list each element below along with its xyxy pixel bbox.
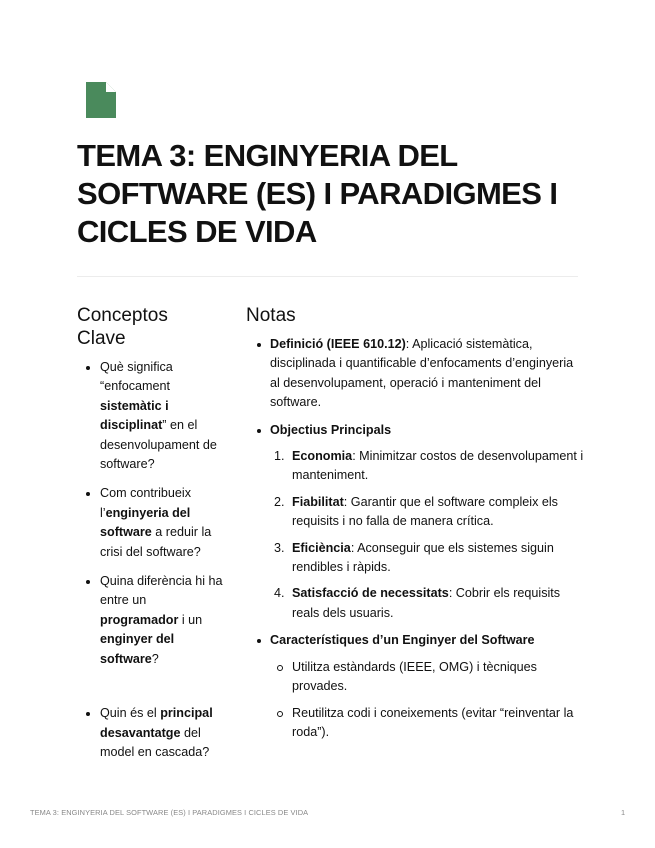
objectives-label: Objectius Principals <box>270 422 392 437</box>
question-text: Quina diferència hi ha entre un <box>100 574 223 608</box>
title-divider <box>77 276 578 277</box>
question-text: del model en cascada? <box>100 725 210 759</box>
question-text: ? <box>151 651 159 666</box>
question-text: ” en el desenvolupament de software? <box>100 418 217 472</box>
objective-number: 4. <box>274 586 285 601</box>
objective-label: Fiabilitat <box>292 494 344 509</box>
objective-label: Economia <box>292 449 353 464</box>
notes-section <box>250 335 585 750</box>
question-item <box>80 572 225 669</box>
question-bold-text: enginyeria del software <box>100 505 191 540</box>
objective-text: : Garantir que el software compleix els requisits i no falla de manera crítica. <box>292 494 558 529</box>
definition-text: : Aplicació sistemàtica, disciplinada i quantificable d’enfocaments d’enginyeria al desenvolupament, operació i manteniment del software. <box>270 337 574 410</box>
question-bold-text: sistemàtic i disciplinat <box>100 398 169 433</box>
objective-number: 2. <box>274 494 285 509</box>
question-text: Què significa “enfocament <box>100 360 173 394</box>
objective-number: 1. <box>274 449 285 464</box>
key-questions-list <box>80 358 225 772</box>
objective-label: Satisfacció de necessitats <box>292 586 449 601</box>
objective-text: : Cobrir els requisits reals dels usuaris. <box>292 586 561 620</box>
footer-page-number: 1 <box>621 808 626 817</box>
page-title: TEMA 3: ENGINYERIA DEL SOFTWARE (ES) I PARADIGMES I CICLES DE VIDA <box>77 138 558 249</box>
definition-label: Definició (IEEE 610.12) <box>270 337 406 351</box>
question-item <box>80 484 225 562</box>
question-text: Quin és el <box>100 706 161 721</box>
question-bold-text: programador <box>100 612 179 627</box>
question-item <box>80 358 225 474</box>
question-text: i un <box>178 612 203 627</box>
question-text: a reduir la crisi del software? <box>100 525 212 559</box>
objective-item <box>270 584 585 623</box>
question-bold-text: principal desavantatge <box>100 706 213 740</box>
characteristics-list <box>270 658 585 743</box>
key-concepts-heading: Conceptos Clave <box>77 305 168 349</box>
objective-item <box>270 493 585 532</box>
document-icon <box>86 82 116 118</box>
objectives-item <box>250 421 585 624</box>
objective-text: : Aconseguir que els sistemes siguin rendibles i ràpids. <box>292 540 554 575</box>
characteristic-item: Utilitza estàndards (IEEE, OMG) i tècniques provades. <box>270 658 585 697</box>
question-text: Com contribueix l’ <box>100 486 191 520</box>
objective-label: Eficiència <box>292 540 351 555</box>
footer-title: TEMA 3: ENGINYERIA DEL SOFTWARE (ES) I PARADIGMES I CICLES DE VIDA <box>30 808 309 817</box>
characteristic-item: Reutilitza codi i coneixements (evitar “reinventar la roda”). <box>270 704 585 743</box>
question-bold-text: enginyer del software <box>100 632 175 666</box>
objective-number: 3. <box>274 540 285 555</box>
objective-item <box>270 539 585 578</box>
characteristics-label: Característiques d’un Enginyer del Software <box>270 633 535 648</box>
notes-heading: Notas <box>246 305 296 326</box>
objective-item <box>270 447 585 486</box>
characteristics-item <box>250 631 585 742</box>
objectives-list <box>270 447 585 623</box>
question-item <box>80 704 225 762</box>
definition-item <box>250 335 585 413</box>
objective-text: : Minimitzar costos de desenvolupament i manteniment. <box>292 449 584 483</box>
